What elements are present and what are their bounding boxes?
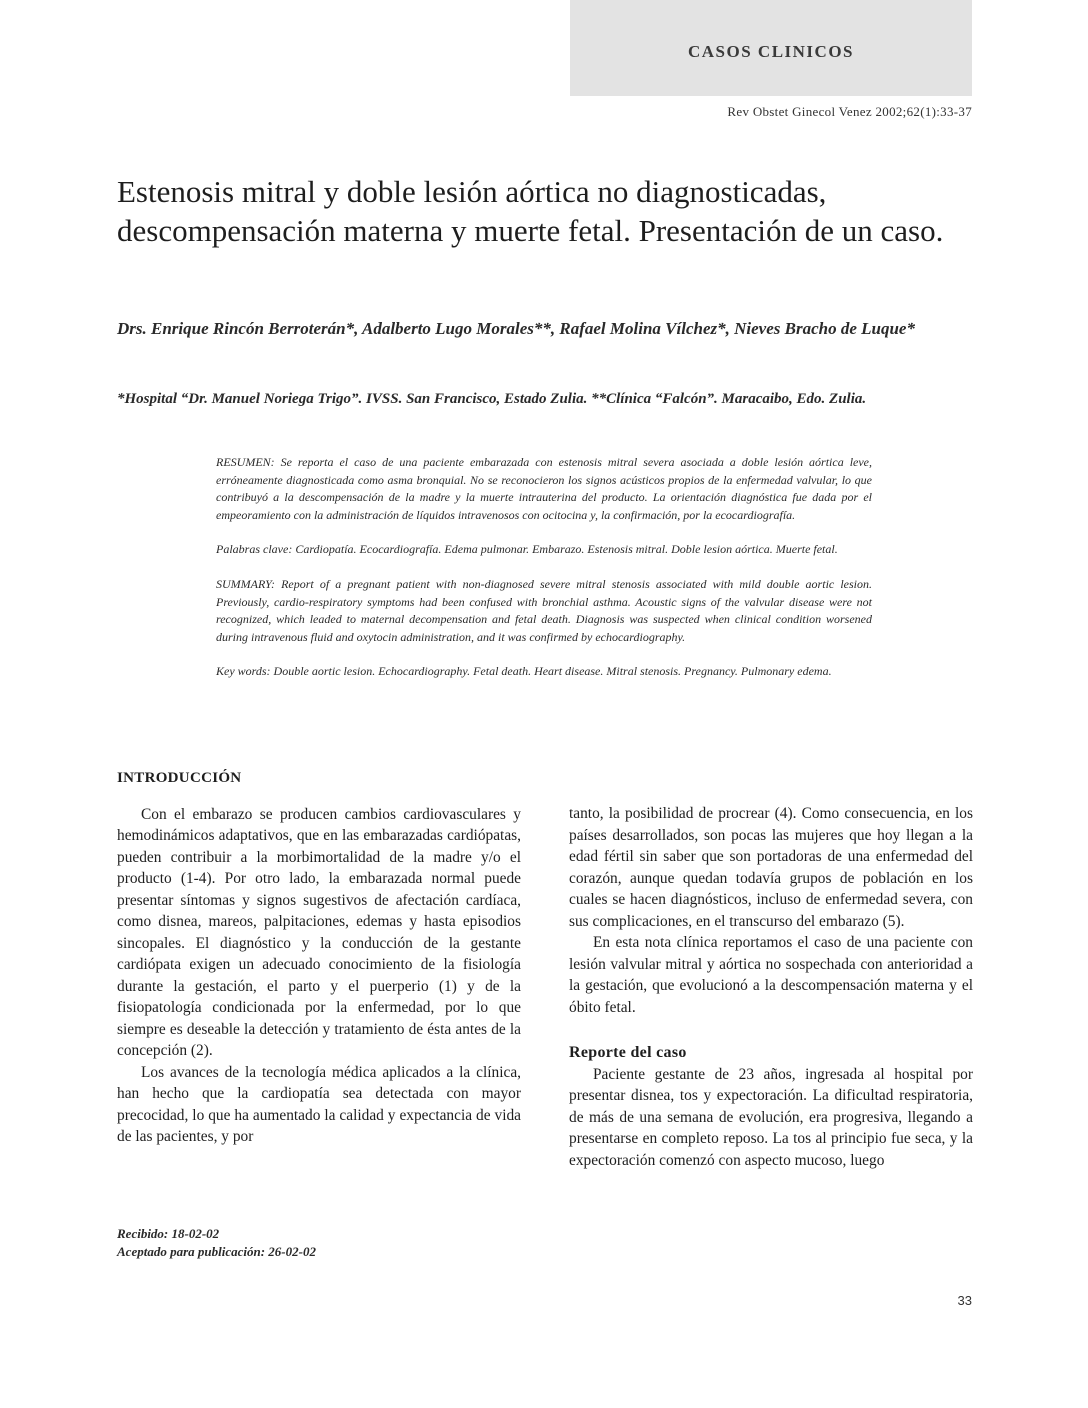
body-paragraph: Los avances de la tecnología médica aplicados a la clínica, han hecho que la cardiopatía sea detectada con mayor precocidad, lo que ha aumentado la calidad y expectancia de vida de las pacientes, y por [117,1063,521,1145]
intro-heading: INTRODUCCIÓN [117,770,242,786]
body-paragraph: Paciente gestante de 23 años, ingresada al hospital por presentar disnea, tos y expectoración. La dificultad respiratoria, de más de una semana de evolución, era progresiva, llegando a presentarse en completo reposo. La tos al principio fue seca, y la expectoración comenzó con aspecto mucoso, luego [569,1065,973,1169]
abstract-key-words: Key words: Double aortic lesion. Echocardiography. Fetal death. Heart disease. Mitral stenosis. Pregnancy. Pulmonary edema. [216,664,832,679]
article-title: Estenosis mitral y doble lesión aórtica no diagnosticadas, descompensación materna y muerte fetal. Presentación de un caso. [117,174,944,248]
article-affiliation: *Hospital “Dr. Manuel Noriega Trigo”. IVSS. San Francisco, Estado Zulia. **Clínica “Falcón”. Maracaibo, Edo. Zulia. [117,391,867,407]
received-dates [117,1225,316,1261]
section-banner [570,0,972,96]
journal-citation: Rev Obstet Ginecol Venez 2002;62(1):33-37 [727,104,972,119]
body-column-right [569,803,973,1171]
abstract-palabras-clave: Palabras clave: Cardiopatía. Ecocardiografía. Edema pulmonar. Embarazo. Estenosis mitral. Doble lesion aórtica. Muerte fetal. [216,542,838,557]
accepted-date: Aceptado para publicación: 26-02-02 [117,1244,316,1259]
body-column-left [117,768,521,1148]
body-paragraph: En esta nota clínica reportamos el caso de una paciente con lesión valvular mitral y aórtica no sospechada con anterioridad a la gestación, que evolucionó a la descompensación materna y el óbito fetal. [569,934,973,1016]
case-report-heading: Reporte del caso [569,1044,687,1061]
section-label: CASOS CLINICOS [687,42,854,61]
received-date: Recibido: 18-02-02 [117,1226,220,1241]
abstract-resumen: RESUMEN: Se reporta el caso de una paciente embarazada con estenosis mitral severa asociada a doble lesión aórtica leve, erróneamente diagnosticada como asma bronquial. No se reconocieron los signos acústicos propios de la enfermedad valvular, lo que contribuyó a la descompensación de la madre y la muerte intrauterina del producto. La orientación diagnóstica fue dada por el empeoramiento con la administración de líquidos intravenosos con ocitocina y, la confirmación, por la ecocardiografía. [216,455,872,522]
abstract-block [216,454,872,698]
body-paragraph: Con el embarazo se producen cambios cardiovasculares y hemodinámicos adaptativos, que en las embarazadas cardiópatas, pueden contribuir a la morbimortalidad de la madre y/o el producto (1-4). Por otro lado, la embarazada normal puede presentar síntomas y signos sugestivos de afectación cardíaca, como disnea, mareos, palpitaciones, edemas y hasta episodios sincopales. El diagnóstico y la conducción de la gestante cardiópata exigen un adecuado conocimiento de la fisiología durante la gestación, el parto y el puerperio (1) y de la fisiopatología condicionada por la enfermedad, por lo que siempre es deseable la detección y tratamiento de ésta antes de la concepción (2). [117,805,521,1059]
article-authors: Drs. Enrique Rincón Berroterán*, Adalberto Lugo Morales**, Rafael Molina Vílchez*, Nieves Bracho de Luque* [117,319,915,338]
body-paragraph: tanto, la posibilidad de procrear (4). Como consecuencia, en los países desarrollados, son pocas las mujeres que hoy llegan a la edad fértil sin saber que son portadoras de una enfermedad del corazón, aunque quedan todavía grupos de población en los cuales se hacen diagnósticos, incluso de enfermedad severa, con sus complicaciones, en el transcurso del embarazo (5). [569,805,973,930]
abstract-summary: SUMMARY: Report of a pregnant patient with non-diagnosed severe mitral stenosis associated with mild double aortic lesion. Previously, cardio-respiratory symptoms had been confused with bronchial asthma. Acoustic signs of the valvular disease were not recognized, which leaded to maternal decompensation and fetal death. Diagnosis was suspected when clinical condition worsened during intravenous fluid and oxytocin administration, and it was confirmed by echocardiography. [216,576,872,644]
page-number: 33 [957,1293,972,1308]
